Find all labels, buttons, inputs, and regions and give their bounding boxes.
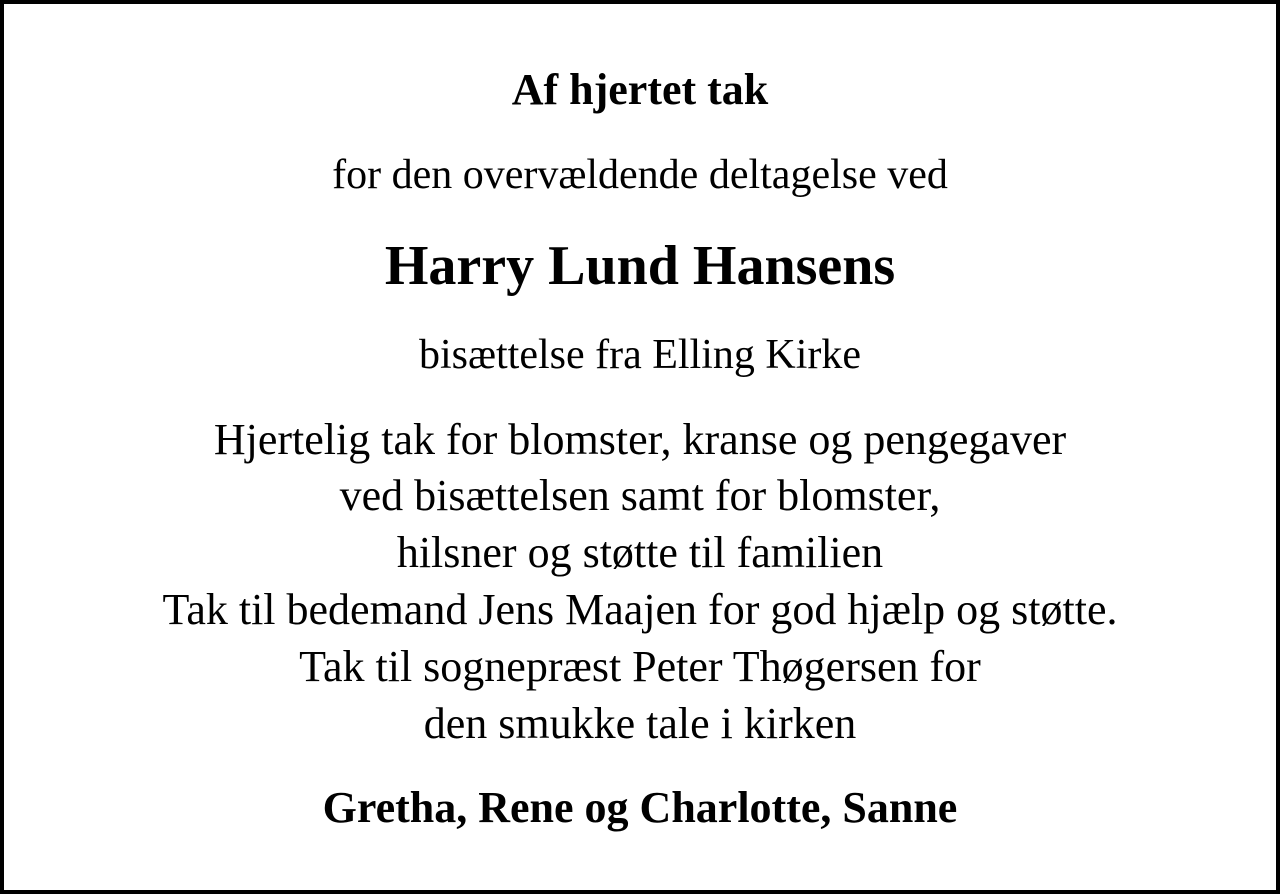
body-line: Tak til sognepræst Peter Thøgersen for [299, 642, 981, 691]
event-text: bisættelse fra Elling Kirke [418, 332, 862, 378]
body-line: hilsner og støtte til familien [396, 528, 884, 577]
body-line: ved bisættelsen samt for blomster, [339, 471, 941, 520]
deceased-name: Harry Lund Hansens [384, 235, 896, 297]
heading: Af hjertet tak [511, 65, 769, 114]
signature: Gretha, Rene og Charlotte, Sanne [322, 783, 958, 832]
body-line: Tak til bedemand Jens Maajen for god hjælp og støtte. [162, 585, 1118, 634]
intro-text: for den overvældende deltagelse ved [332, 152, 948, 198]
body-line: Hjertelig tak for blomster, kranse og pengegaver [213, 415, 1067, 464]
body-line: den smukke tale i kirken [423, 699, 857, 748]
